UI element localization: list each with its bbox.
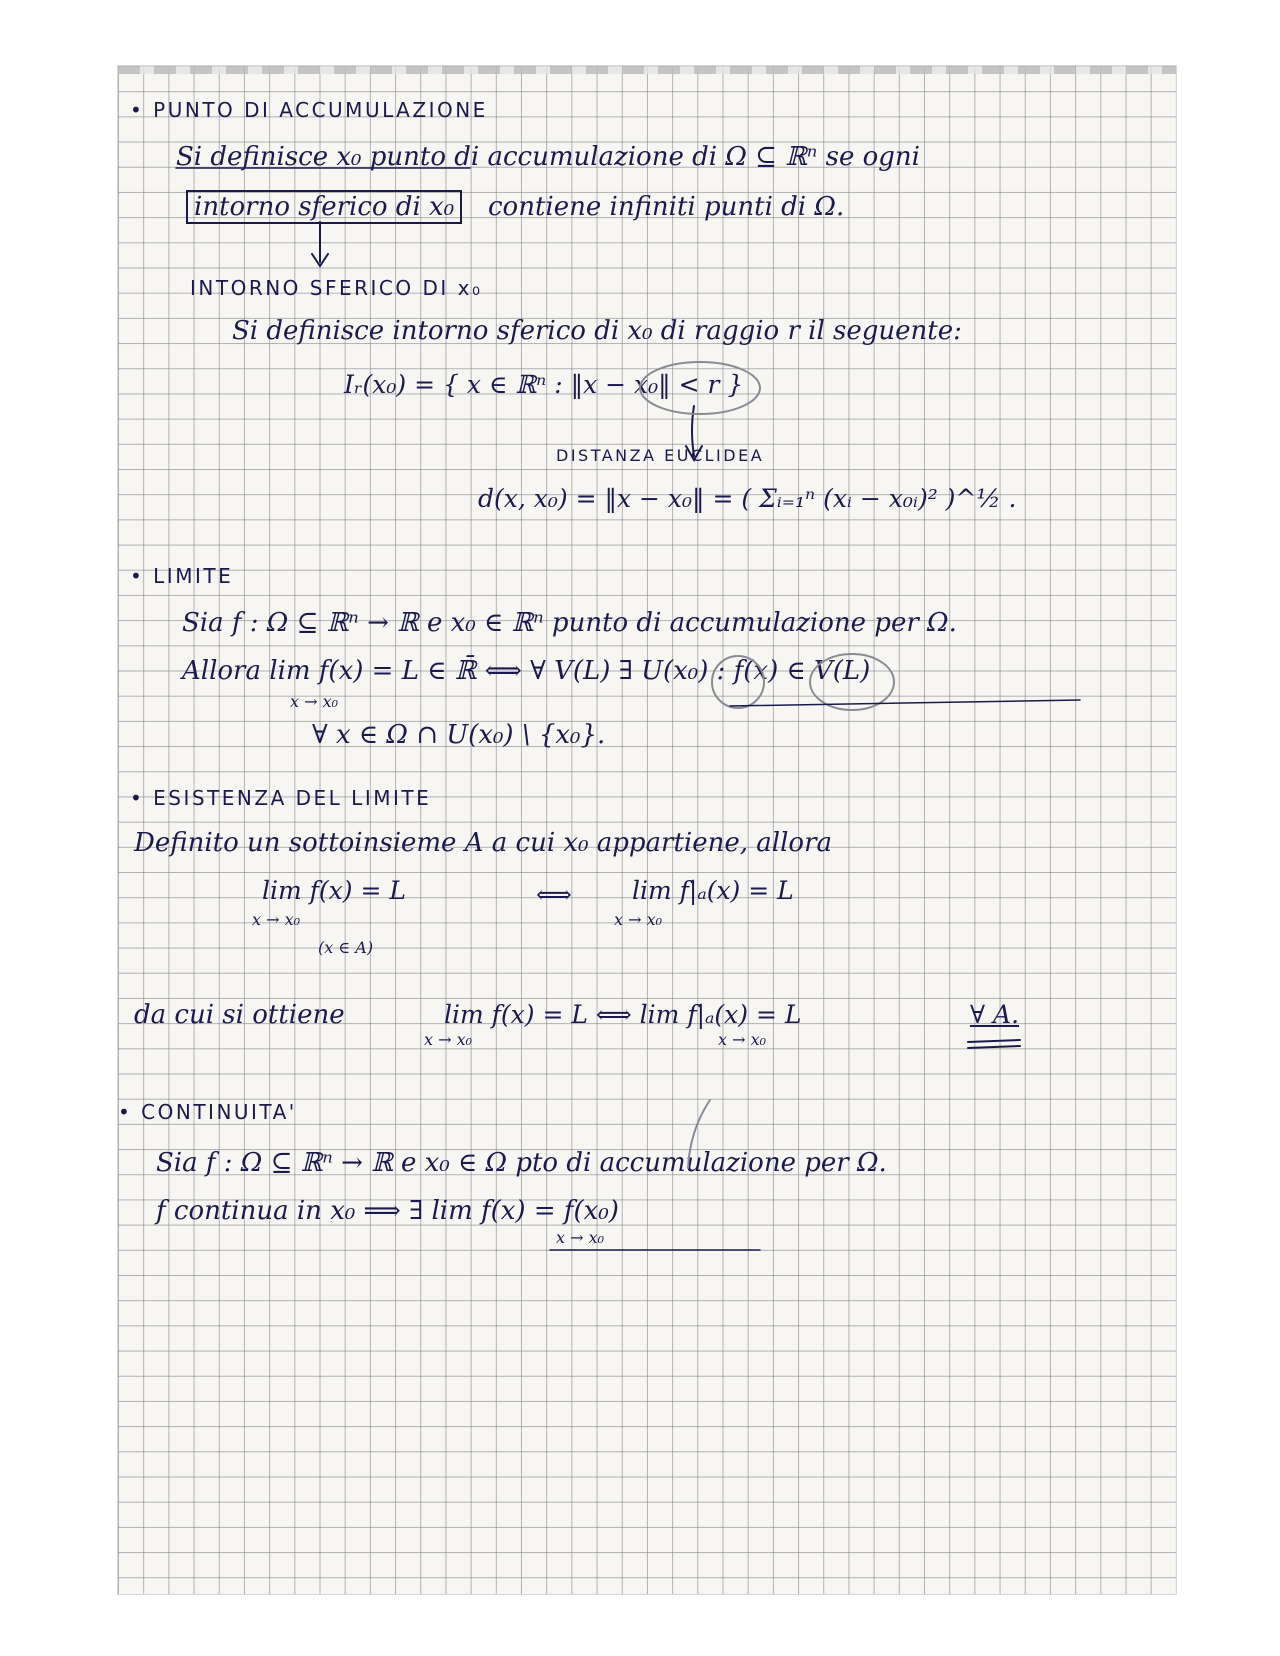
esistenza-forall-a: ∀ A.: [970, 1000, 1020, 1029]
spiral-torn-edge: [118, 66, 1176, 74]
limite-line-1: Sia f : Ω ⊆ ℝⁿ → ℝ e x₀ ∈ ℝⁿ punto di accumulazione per Ω.: [182, 608, 957, 638]
heading-esistenza-del-limite: • ESISTENZA DEL LIMITE: [130, 786, 432, 810]
definition-line-1: Si definisce x₀ punto di accumulazione di Ω ⊆ ℝⁿ se ogni: [176, 142, 920, 172]
heading-limite: • LIMITE: [130, 564, 234, 588]
definition-line-2: contiene infiniti punti di Ω.: [488, 192, 845, 222]
boxed-intorno-sferico: intorno sferico di x₀: [186, 190, 462, 224]
intorno-definition-line: Si definisce intorno sferico di x₀ di raggio r il seguente:: [232, 316, 962, 346]
esistenza-line-2: da cui si ottiene: [134, 1000, 345, 1030]
esistenza-sub-condition: (x ∈ A): [318, 938, 374, 957]
continuita-line-1: Sia f : Ω ⊆ ℝⁿ → ℝ e x₀ ∈ Ω pto di accumulazione per Ω.: [156, 1148, 887, 1178]
continuita-subscript: x → x₀: [556, 1228, 605, 1247]
distanza-euclidea-label: DISTANZA EUCLIDEA: [556, 446, 765, 465]
esistenza-lim-2: lim f|ₐ(x) = L: [632, 876, 794, 905]
limite-subscript: x → x₀: [290, 692, 339, 711]
esistenza-final-formula: lim f(x) = L ⟺ lim f|ₐ(x) = L: [444, 1000, 802, 1029]
heading-punto-di-accumulazione: • PUNTO DI ACCUMULAZIONE: [130, 98, 488, 122]
esistenza-iff: ⟺: [536, 880, 572, 909]
esistenza-line-1: Definito un sottoinsieme A a cui x₀ appartiene, allora: [134, 828, 833, 858]
esistenza-sub-2: x → x₀: [614, 910, 663, 929]
distance-formula: d(x, x₀) = ‖x − x₀‖ = ( Σᵢ₌₁ⁿ (xᵢ − x₀ᵢ)² )^½ .: [478, 484, 1017, 513]
limite-line-2: Allora lim f(x) = L ∈ ℝ̄ ⟺ ∀ V(L) ∃ U(x₀) : f(x) ∈ V(L): [182, 656, 871, 686]
esistenza-lim-1: lim f(x) = L: [262, 876, 406, 905]
subheading-intorno-sferico: INTORNO SFERICO DI x₀: [190, 276, 483, 300]
esistenza-sub-1: x → x₀: [252, 910, 301, 929]
esistenza-final-sub-1: x → x₀: [424, 1030, 473, 1049]
continuita-line-2: f continua in x₀ ⟹ ∃ lim f(x) = f(x₀): [156, 1196, 619, 1226]
heading-continuita: • CONTINUITA': [118, 1100, 297, 1124]
esistenza-final-sub-2: x → x₀: [718, 1030, 767, 1049]
intorno-formula: Iᵣ(x₀) = { x ∈ ℝⁿ : ‖x − x₀‖ < r }: [344, 370, 744, 399]
limite-line-3: ∀ x ∈ Ω ∩ U(x₀) \ {x₀}.: [312, 720, 606, 750]
